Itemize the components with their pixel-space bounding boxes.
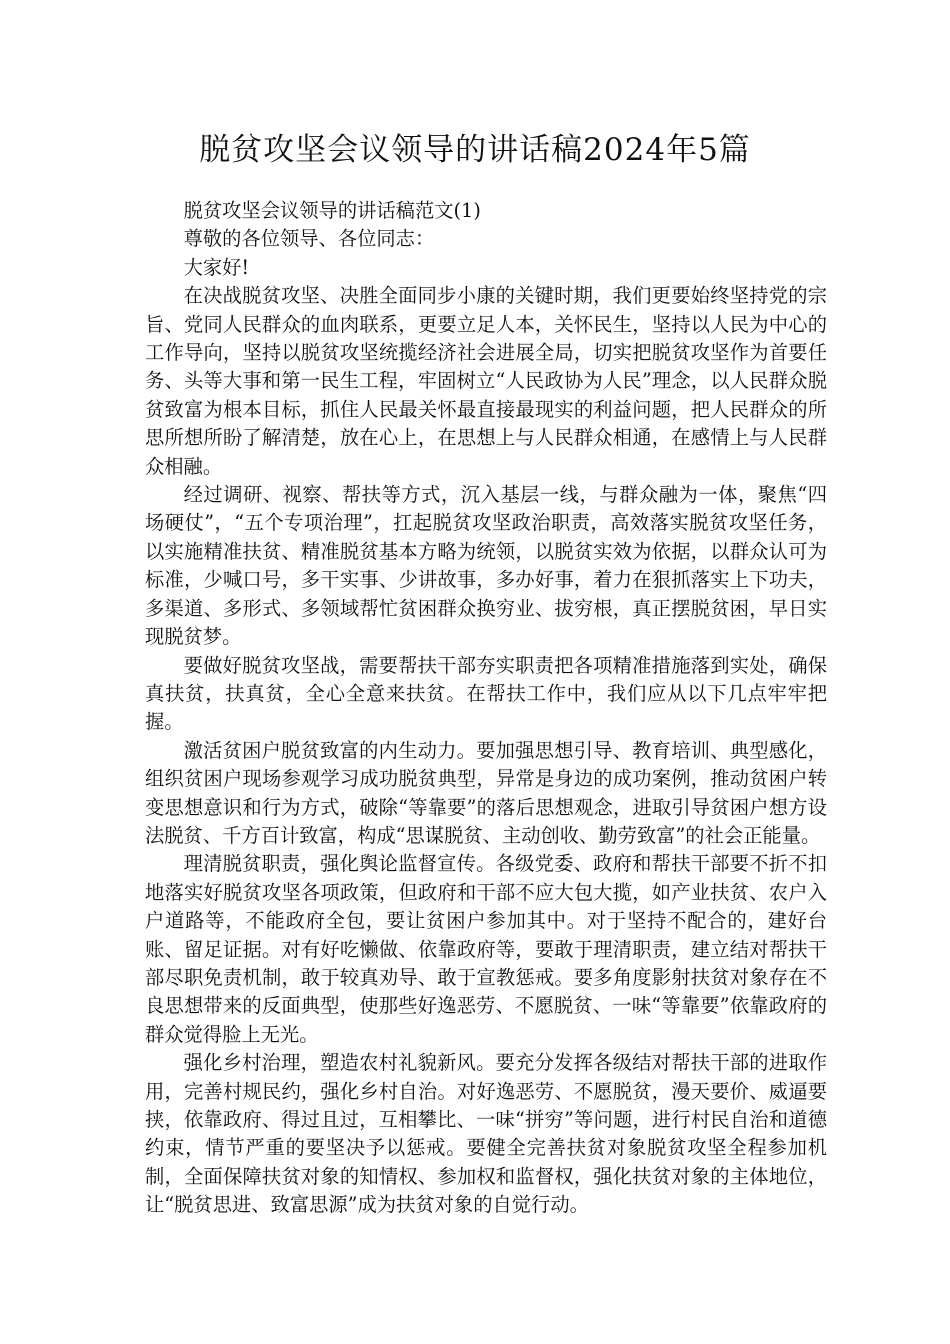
salutation: 尊敬的各位领导、各位同志： — [183, 227, 435, 251]
paragraph: 强化乡村治理，塑造农村礼貌新风。要充分发挥各级结对帮扶干部的进取作用，完善村规民约，强化乡村自治。对好逸恶劳、不愿脱贫，漫天要价、威逼要挟，依靠政府、得过且过，互相攀比、一味“拼穷”等问题，进行村民自治和道德约束，情节严重的要坚决予以惩戒。要健全完善扶贫对象脱贫攻坚全程参加机制，全面保障扶贫对象的知情权、参加权和监督权，强化扶贫对象的主体地位，让“脱贫思进、致富思源”成为扶贫对象的自觉行动。 — [145, 1051, 827, 1217]
paragraph: 理清脱贫职责，强化舆论监督宣传。各级党委、政府和帮扶干部要不折不扣地落实好脱贫攻坚各项政策，但政府和干部不应大包大揽，如产业扶贫、农户入户道路等，不能政府全包，要让贫困户参加其中。对于坚持不配合的，建好台账、留足证据。对有好吃懒做、依靠政府等，要敢于理清职责，建立结对帮扶干部尽职免责机制，敢于较真劝导、敢于宣教惩戒。要多角度影射扶贫对象存在不良思想带来的反面典型，使那些好逸恶劳、不愿脱贫、一味“等靠要”依靠政府的群众觉得脸上无光。 — [145, 852, 827, 1046]
paragraph: 要做好脱贫攻坚战，需要帮扶干部夯实职责把各项精准措施落到实处，确保真扶贫，扶真贫，全心全意来扶贫。在帮扶工作中，我们应从以下几点牢牢把握。 — [145, 653, 827, 734]
greeting: 大家好! — [183, 255, 250, 279]
paragraph: 经过调研、视察、帮扶等方式，沉入基层一线，与群众融为一体，聚焦“四场硬仗”，“五个专项治理”，扛起脱贫攻坚政治职责，高效落实脱贫攻坚任务，以实施精准扶贫、精准脱贫基本方略为统领，以脱贫实效为依据，以群众认可为标准，少喊口号，多干实事、少讲故事，多办好事，着力在狠抓落实上下功夫，多渠道、多形式、多领域帮忙贫困群众换穷业、拔穷根，真正摆脱贫困，早日实现脱贫梦。 — [145, 483, 827, 649]
paragraph: 激活贫困户脱贫致富的内生动力。要加强思想引导、教育培训、典型感化，组织贫困户现场参观学习成功脱贫典型，异常是身边的成功案例，推动贫困户转变思想意识和行为方式，破除“等靠要”的落后思想观念，进取引导贫困户想方设法脱贫、千方百计致富，构成“思谋脱贫、主动创收、勤劳致富”的社会正能量。 — [145, 738, 827, 847]
paragraph: 在决战脱贫攻坚、决胜全面同步小康的关键时期，我们更要始终坚持党的宗旨、党同人民群众的血肉联系，更要立足人本，关怀民生，坚持以人民为中心的工作导向，坚持以脱贫攻坚统揽经济社会进展全局，切实把脱贫攻坚作为首要任务、头等大事和第一民生工程，牢固树立“人民政协为人民”理念，以人民群众脱贫致富为根本目标，抓住人民最关怀最直接最现实的利益问题，把人民群众的所思所想所盼了解清楚，放在心上，在思想上与人民群众相通，在感情上与人民群众相融。 — [145, 284, 827, 478]
document-body — [145, 197, 827, 1220]
section-heading: 脱贫攻坚会议领导的讲话稿范文(1) — [183, 199, 481, 222]
document-title: 脱贫攻坚会议领导的讲话稿2024年5篇 — [199, 132, 751, 168]
